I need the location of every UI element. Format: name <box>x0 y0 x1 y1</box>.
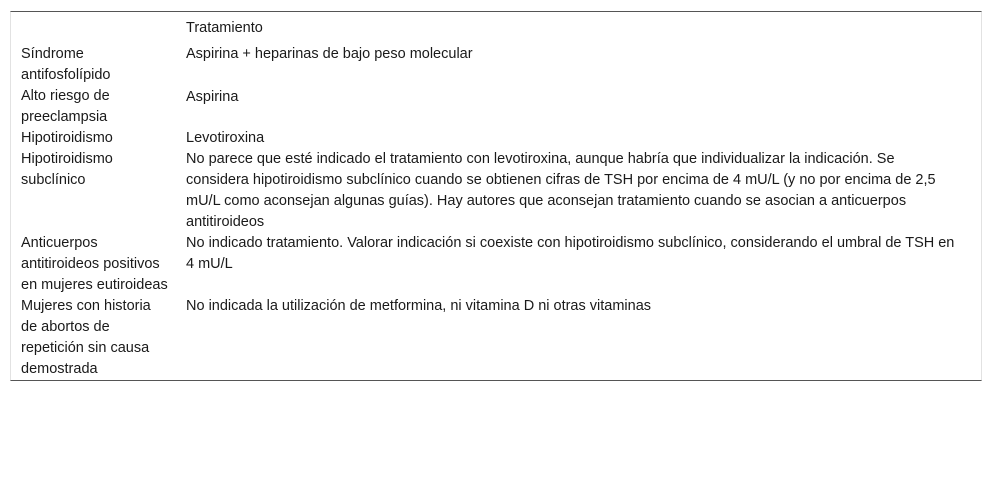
condition-cell: Hipotiroidismo <box>21 130 113 146</box>
table-row <box>11 86 981 128</box>
table-header-row <box>11 12 981 44</box>
treatment-cell: Levotiroxina <box>186 130 265 146</box>
condition-cell: Hipotiroidismo subclínico <box>21 151 113 188</box>
table-row <box>11 233 981 296</box>
condition-cell: Mujeres con historia de abortos de repetición sin causa demostrada <box>21 298 151 377</box>
table-row <box>11 44 981 86</box>
table-row <box>11 149 981 233</box>
table-row <box>11 296 981 380</box>
treatment-cell: No parece que esté indicado el tratamiento con levotiroxina, aunque habría que individualizar la indicación. Se considera hipotiroidismo subclínico cuando se obtienen cifras de TSH por encima de 4 mU/L (y no por encima de 2,5 mU/L como aconsejan algunas guías). Hay autores que aconsejan tratamiento cuando se asocian a anticuerpos antitiroideos <box>186 151 936 230</box>
condition-cell: Síndrome antifosfolípido <box>21 46 111 83</box>
table-row <box>11 128 981 149</box>
treatment-cell: No indicada la utilización de metformina, ni vitamina D ni otras vitaminas <box>186 298 652 314</box>
condition-cell: Anticuerpos antitiroideos positivos en mujeres eutiroideas <box>21 235 168 293</box>
header-condition <box>11 12 175 44</box>
treatment-cell: Aspirina + heparinas de bajo peso molecular <box>186 46 473 62</box>
treatment-table <box>10 11 982 381</box>
treatment-cell: No indicado tratamiento. Valorar indicación si coexiste con hipotiroidismo subclínico, considerando el umbral de TSH en 4 mU/L <box>186 235 955 272</box>
treatment-table-grid <box>11 12 981 380</box>
condition-cell: Alto riesgo de preeclampsia <box>21 88 110 125</box>
header-treatment: Tratamiento <box>186 20 263 36</box>
treatment-cell: Aspirina <box>186 89 239 105</box>
